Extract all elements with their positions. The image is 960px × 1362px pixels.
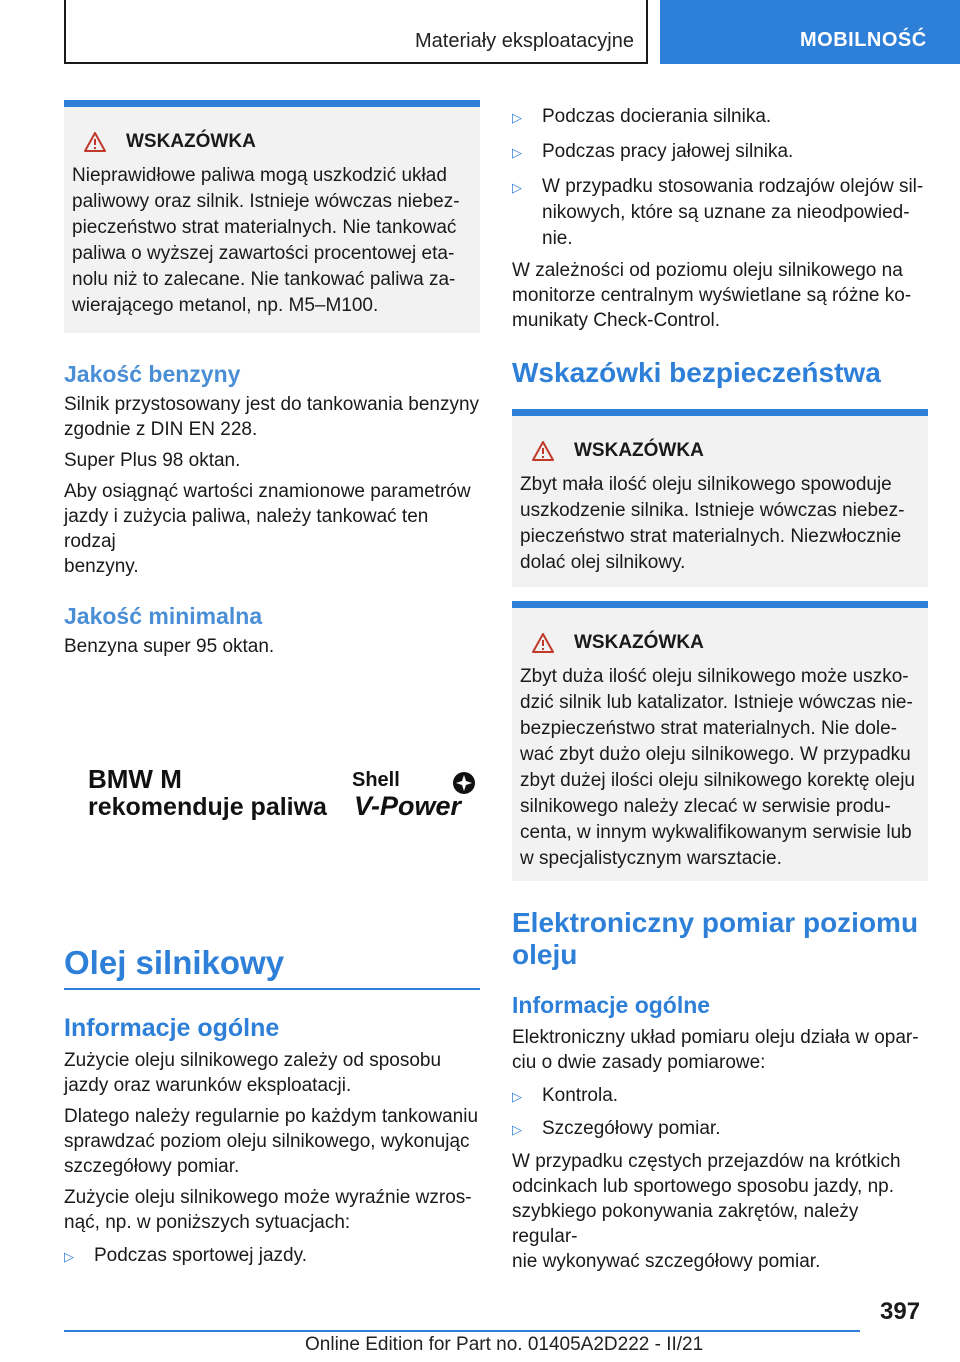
warning-title: WSKAZÓWKA bbox=[532, 632, 920, 654]
paragraph-line: jazdy i zużycia paliwa, należy tankować ten rodzaj bbox=[64, 506, 429, 552]
paragraph-line: Super Plus 98 oktan. bbox=[64, 450, 241, 471]
warning-line: uszkodzenie silnika. Istnieje wówczas niebez- bbox=[520, 500, 905, 521]
warning-line: silnikowego należy zlecać w serwisie produ- bbox=[520, 796, 891, 817]
bullet-triangle-icon: ▷ bbox=[512, 1089, 522, 1104]
warning-line: paliwowy oraz silnik. Istnieje wówczas niebez- bbox=[72, 191, 460, 212]
footer-divider bbox=[64, 1330, 860, 1332]
list-item: ▷ Podczas docierania silnika. bbox=[512, 104, 928, 131]
paragraph-line: Aby osiągnąć wartości znamionowe parametrów bbox=[64, 481, 471, 502]
page-number: 397 bbox=[880, 1298, 921, 1325]
list-item: ▷ Kontrola. bbox=[512, 1083, 928, 1110]
header-chapter-title: MOBILNOŚĆ bbox=[800, 29, 927, 51]
warning-triangle-icon bbox=[532, 441, 554, 461]
paragraph-line: Zużycie oleju silnikowego zależy od sposobu bbox=[64, 1050, 442, 1071]
paragraph-line: zgodnie z DIN EN 228. bbox=[64, 419, 258, 440]
oil-low-warning-box bbox=[512, 409, 928, 587]
warning-line: bezpieczeństwo strat materialnych. Nie dole- bbox=[520, 718, 898, 739]
info-heading-right: Informacje ogólne bbox=[512, 992, 711, 1018]
paragraph-line: monitorze centralnym wyświetlane są różne ko- bbox=[512, 285, 912, 306]
list-item: ▷ W przypadku stosowania rodzajów olejów sil- nikowych, które są uznane za nieodpowied- nie. bbox=[512, 174, 928, 252]
safety-heading: Wskazówki bezpieczeństwa bbox=[512, 357, 881, 388]
list-item: ▷ Podczas sportowej jazdy. bbox=[64, 1243, 480, 1270]
bullet-triangle-icon: ▷ bbox=[512, 1122, 522, 1137]
oil-high-warning-box bbox=[512, 601, 928, 881]
bullet-triangle-icon: ▷ bbox=[512, 145, 522, 160]
header-section-box bbox=[64, 0, 648, 64]
right-column bbox=[512, 100, 928, 1274]
info-heading: Informacje ogólne bbox=[64, 1014, 280, 1042]
warning-line: zbyt dużej ilości oleju silnikowego korektę oleju bbox=[520, 770, 915, 791]
warning-triangle-icon bbox=[532, 633, 554, 653]
benzyna-heading: Jakość benzyny bbox=[64, 361, 241, 387]
left-column bbox=[64, 100, 480, 1270]
warning-line: Nieprawidłowe paliwa mogą uszkodzić układ bbox=[72, 165, 447, 186]
warning-line: paliwa o wyższej zawartości procentowej eta- bbox=[72, 243, 455, 264]
minimalna-heading: Jakość minimalna bbox=[64, 603, 263, 629]
paragraph-line: szczegółowy pomiar. bbox=[64, 1156, 240, 1177]
vpower-logo-text: V-Power bbox=[354, 791, 462, 821]
paragraph-line: Zużycie oleju silnikowego może wyraźnie wzros- bbox=[64, 1187, 472, 1208]
warning-line: Zbyt duża ilość oleju silnikowego może uszko- bbox=[520, 666, 909, 687]
warning-line: dolać olej silnikowy. bbox=[520, 552, 686, 573]
paragraph-line: munikaty Check-Control. bbox=[512, 310, 721, 331]
paragraph-line: Elektroniczny układ pomiaru oleju działa w opar- bbox=[512, 1027, 919, 1048]
warning-line: w specjalistycznym warsztacie. bbox=[520, 848, 782, 869]
paragraph-line: jazdy oraz warunków eksploatacji. bbox=[64, 1075, 352, 1096]
bullet-triangle-icon: ▷ bbox=[512, 110, 522, 125]
paragraph-line: Silnik przystosowany jest do tankowania benzyny bbox=[64, 394, 480, 415]
paragraph-line: Dlatego należy regularnie po każdym tankowaniu bbox=[64, 1106, 479, 1127]
badge-icon bbox=[452, 771, 476, 795]
paragraph-line: W przypadku częstych przejazdów na krótkich bbox=[512, 1151, 901, 1172]
warning-line: wierającego metanol, np. M5–M100. bbox=[72, 295, 379, 316]
fuel-warning-box bbox=[64, 100, 480, 333]
paragraph-line: Benzyna super 95 oktan. bbox=[64, 636, 275, 657]
warning-line: centa, w innym wykwalifikowanym serwisie lub bbox=[520, 822, 912, 843]
ad-line2: rekomenduje paliwa bbox=[88, 793, 327, 821]
warning-line: Zbyt mała ilość oleju silnikowego spowoduje bbox=[520, 474, 892, 495]
warning-line: nolu niż to zalecane. Nie tankować paliwa za- bbox=[72, 269, 456, 290]
warning-title: WSKAZÓWKA bbox=[532, 440, 920, 462]
paragraph-line: W zależności od poziomu oleju silnikowego na bbox=[512, 260, 903, 281]
list-item: ▷ Szczegółowy pomiar. bbox=[512, 1116, 928, 1143]
shell-vpower-ad bbox=[64, 669, 480, 919]
footer-edition: Online Edition for Part no. 01405A2D222 - II/21 bbox=[305, 1334, 704, 1355]
paragraph-line: ciu o dwie zasady pomiarowe: bbox=[512, 1052, 766, 1073]
bullet-triangle-icon: ▷ bbox=[512, 180, 522, 195]
paragraph-line: nie wykonywać szczegółowy pomiar. bbox=[512, 1251, 821, 1272]
paragraph-line: nąć, np. w poniższych sytuacjach: bbox=[64, 1212, 351, 1233]
list-item: ▷ Podczas pracy jałowej silnika. bbox=[512, 139, 928, 166]
title-divider bbox=[64, 988, 480, 990]
header-section-title: Materiały eksploatacyjne bbox=[415, 30, 634, 52]
elektro-heading: Elektroniczny pomiar poziomu oleju bbox=[512, 907, 919, 970]
warning-line: pieczeństwo strat materialnych. Nie tankować bbox=[72, 217, 457, 238]
header-chapter-tab[interactable] bbox=[660, 0, 960, 64]
warning-triangle-icon bbox=[84, 132, 106, 152]
paragraph-line: sprawdzać poziom oleju silnikowego, wykonując bbox=[64, 1131, 470, 1152]
warning-title: WSKAZÓWKA bbox=[84, 131, 472, 153]
paragraph-line: odcinkach lub sportowego sposobu jazdy, np. bbox=[512, 1176, 895, 1197]
warning-line: dzić silnik lub katalizator. Istnieje wówczas nie- bbox=[520, 692, 913, 713]
paragraph-line: szybkiego pokonywania zakrętów, należy regular- bbox=[512, 1201, 859, 1247]
bullet-triangle-icon: ▷ bbox=[64, 1249, 74, 1264]
paragraph-line: benzyny. bbox=[64, 556, 139, 577]
shell-logo-text: Shell bbox=[352, 769, 400, 791]
warning-line: pieczeństwo strat materialnych. Niezwłocznie bbox=[520, 526, 902, 547]
ad-line1: BMW M bbox=[88, 764, 182, 794]
warning-line: wać zbyt dużo oleju silnikowego. W przypadku bbox=[520, 744, 911, 765]
olej-title: Olej silnikowy bbox=[64, 944, 285, 981]
